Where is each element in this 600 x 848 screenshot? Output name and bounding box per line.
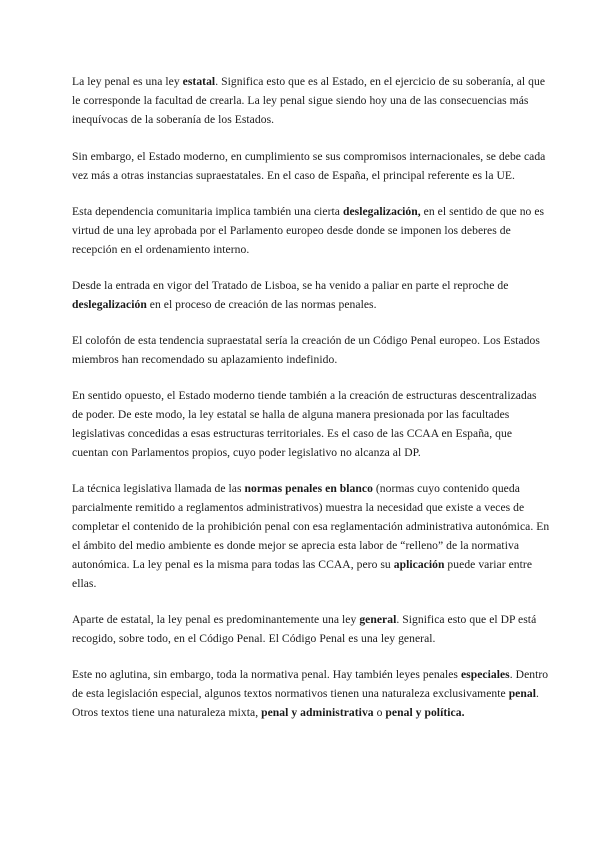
text-run: Esta dependencia comunitaria implica también una cierta [72,205,343,218]
text-run: en el sentido de que no es virtud de una ley aprobada por el Parlamento europeo desde donde se imponen los deberes de recepción en el ordenamiento interno. [72,205,545,256]
text-run: En sentido opuesto, el Estado moderno tiende también a la creación de estructuras descentralizadas de poder. De este modo, la ley estatal se halla de alguna manera presionada por las facultades legislativas concedidas a esas estructuras territoriales. Es el caso de las CCAA en España, que cuentan con Parlamentos propios, cuyo poder legislativo no alcanza al DP. [72,389,537,459]
paragraph-descentralizacion [72,386,550,462]
paragraph-estado-moderno [72,147,550,185]
paragraph-deslegalizacion [72,202,550,259]
paragraph-ley-general [72,610,550,648]
text-run: El colofón de esta tendencia supraestatal sería la creación de un Código Penal europeo. Los Estados miembros han recomendado su aplazamiento indefinido. [72,334,540,366]
text-run: . Significa esto que el DP está recogido, sobre todo, en el Código Penal. El Código Penal es una ley general. [72,613,537,645]
bold-term: deslegalización [72,298,147,311]
bold-term: estatal [182,75,216,88]
bold-term: normas penales en blanco [244,482,373,495]
bold-term: general [359,613,397,626]
text-run: . Significa esto que es al Estado, en el ejercicio de su soberanía, al que le corresponde la facultad de crearla. La ley penal sigue siendo hoy una de las consecuencias más inequívocas de la soberanía de los Estados. [72,75,546,126]
text-run: Aparte de estatal, la ley penal es predominantemente una ley [72,613,360,626]
text-run: La ley penal es una ley [72,75,183,88]
text-run: Desde la entrada en vigor del Tratado de Lisboa, se ha venido a paliar en parte el reproche de [72,279,509,292]
bold-term: penal y política. [385,706,465,719]
paragraph-leyes-especiales [72,665,550,722]
bold-term: deslegalización, [342,205,421,218]
bold-term: especiales [460,668,510,681]
paragraph-normas-penales-en-blanco [72,479,550,593]
bold-term: penal [508,687,536,700]
text-run: . Otros textos tiene una naturaleza mixta, [72,687,539,719]
text-run: o [373,706,386,719]
paragraph-ley-estatal [72,72,550,129]
text-run: en el proceso de creación de las normas penales. [146,298,377,311]
text-run: Este no aglutina, sin embargo, toda la normativa penal. Hay también leyes penales [72,668,461,681]
text-run: La técnica legislativa llamada de las [72,482,245,495]
text-run: Sin embargo, el Estado moderno, en cumplimiento se sus compromisos internacionales, se debe cada vez más a otras instancias supraestatales. En el caso de España, el principal referente es la UE. [72,150,546,182]
bold-term: penal y administrativa [261,706,374,719]
text-run: . Dentro de esta legislación especial, algunos textos normativos tienen una naturaleza exclusivamente [72,668,549,700]
text-run: puede variar entre ellas. [72,558,533,590]
text-run: (normas cuyo contenido queda parcialmente remitido a reglamentos administrativos) muestra la necesidad que existe a veces de completar el contenido de la prohibición penal con esa reglamentación administrativa autonómica. En el ámbito del medio ambiente es donde mejor se aprecia esta labor de “relleno” de la normativa autonómica. La ley penal es la misma para todas las CCAA, pero su [72,482,550,571]
bold-term: aplicación [393,558,445,571]
paragraph-codigo-penal-europeo [72,331,550,369]
paragraph-tratado-lisboa [72,276,550,314]
